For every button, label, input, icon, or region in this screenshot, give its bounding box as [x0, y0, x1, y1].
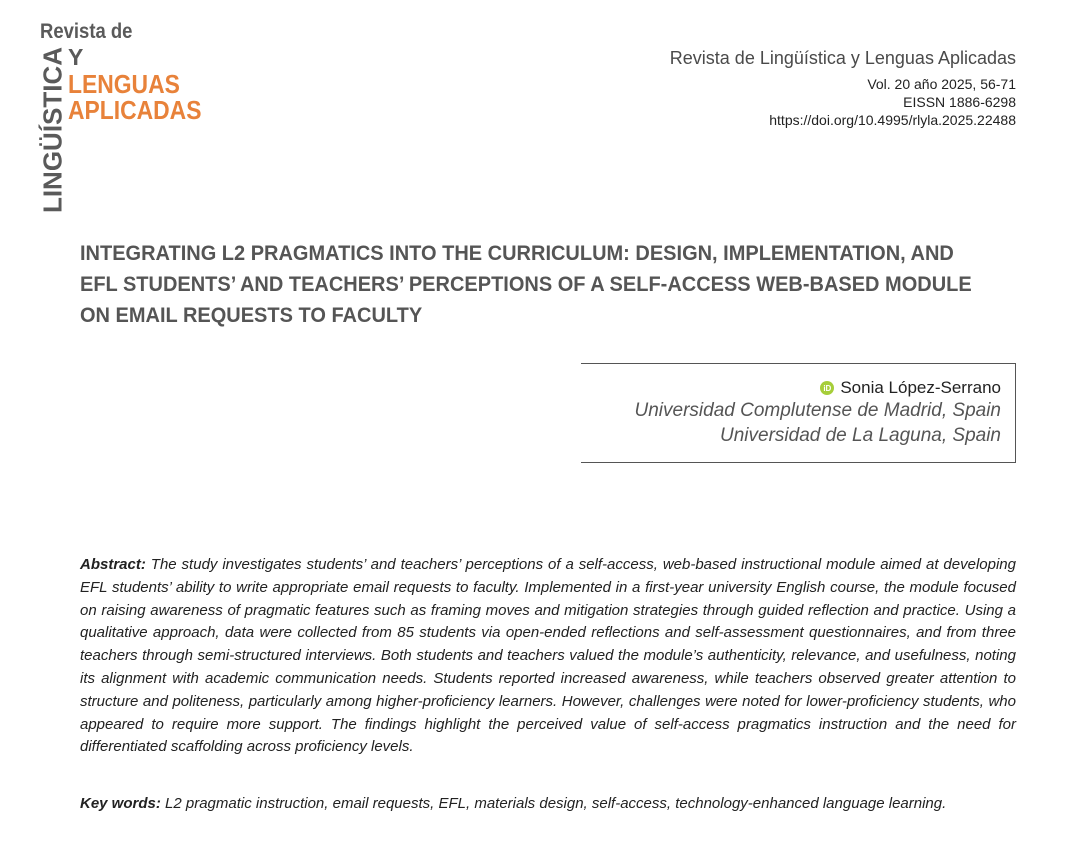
logo-revista-de: Revista de [40, 20, 133, 43]
keywords [80, 795, 1040, 812]
abstract-text: The study investigates students’ and teachers’ perceptions of a self-access, web-based instructional module aimed at developing EFL students’ ability to write appropriate email requests to faculty. Implemented in a first-year university English course, the module focused on raising awareness of pragmatic features such as framing moves and mitigation strategies through guided reflection and practice. Using a qualitative approach, data were collected from 85 students via open-ended reflections and self-assessment questionnaires, and from three teachers through semi-structured interviews. Both students and teachers valued the module’s authenticity, relevance, and usefulness, noting its alignment with academic communication needs. Students reported increased awareness, while teachers observed greater attention to structure and politeness, particularly among higher-proficiency learners. However, challenges were noted for lower-proficiency students, who appeared to require more support. The findings highlight the perceived value of self-access pragmatics instruction and the need for differentiated scaffolding across proficiency levels. [80, 556, 1016, 756]
affiliation: Universidad de La Laguna, Spain [720, 425, 1001, 446]
keywords-label: Key words: [80, 795, 161, 812]
logo-y: Y [68, 44, 84, 70]
author-row [581, 378, 1001, 398]
title-line: INTEGRATING L2 PRAGMATICS INTO THE CURRICULUM: DESIGN, IMPLEMENTATION, AND [80, 241, 954, 265]
journal-doi-link[interactable]: https://doi.org/10.4995/rlyla.2025.22488 [769, 112, 1016, 128]
journal-name: Revista de Lingüística y Lenguas Aplicadas [669, 48, 1016, 68]
logo-lenguas: LENGUAS [68, 69, 180, 99]
title-line: ON EMAIL REQUESTS TO FACULTY [80, 303, 423, 327]
journal-volume: Vol. 20 año 2025, 56-71 [867, 76, 1016, 92]
logo-vertical-text [37, 46, 68, 214]
author-name: Sonia López-Serrano [840, 378, 1001, 397]
affiliation: Universidad Complutense de Madrid, Spain [634, 400, 1001, 421]
logo-aplicadas: APLICADAS [68, 95, 202, 125]
abstract [80, 554, 1016, 759]
article-title [80, 238, 973, 331]
journal-eissn: EISSN 1886-6298 [903, 94, 1016, 110]
journal-info [670, 48, 1016, 129]
author-block [581, 363, 1016, 463]
title-line: EFL STUDENTS’ AND TEACHERS’ PERCEPTIONS OF A SELF-ACCESS WEB-BASED MODULE [80, 272, 972, 296]
logo-linguistica: LINGÜÍSTICA [37, 46, 68, 214]
journal-logo [37, 20, 208, 214]
keywords-text: L2 pragmatic instruction, email requests, EFL, materials design, self-access, technology-enhanced language learning. [160, 795, 947, 812]
orcid-icon[interactable]: iD [820, 381, 834, 395]
abstract-label: Abstract: [80, 556, 146, 573]
